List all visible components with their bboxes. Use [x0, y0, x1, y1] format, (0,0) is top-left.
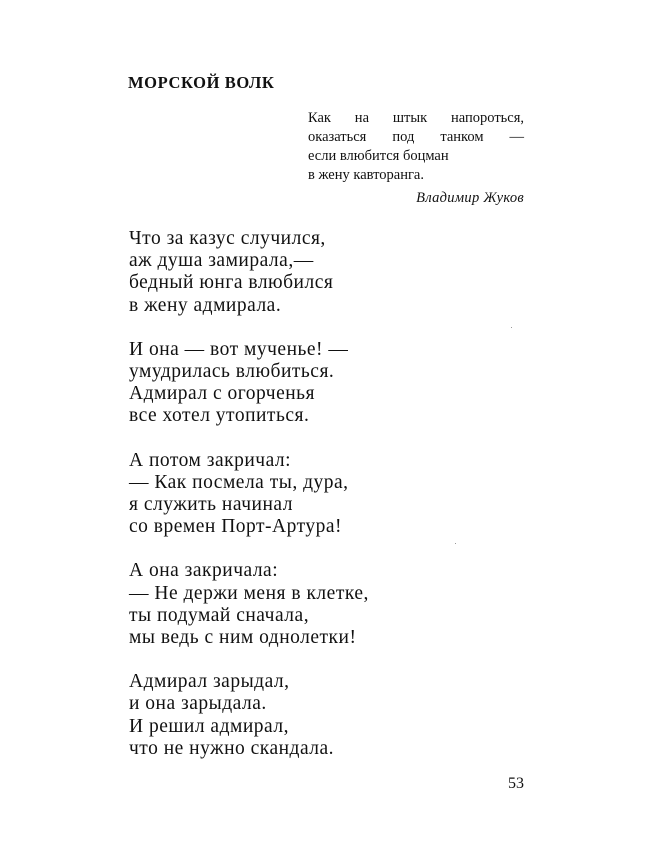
poem-line: А потом закричал:: [129, 449, 292, 471]
epigraph-line: если влюбится боцман: [308, 148, 449, 164]
paper-speck: [511, 327, 512, 328]
stanza: [129, 450, 369, 539]
poem-line: Что за казус случился,: [129, 228, 326, 249]
poem-line: аж душа замирала,—: [129, 250, 314, 272]
poem-line: И она — вот мученье! —: [129, 338, 349, 360]
epigraph-line: Как на штык напороться,: [308, 110, 524, 126]
poem-line: я служить начинал: [129, 494, 293, 516]
poem-line: — Как посмела ты, дура,: [129, 471, 349, 493]
poem-line: мы ведь с ним однолетки!: [129, 627, 357, 649]
poem-line: — Не держи меня в клетке,: [129, 582, 369, 604]
poem-line: умудрилась влюбиться.: [129, 361, 335, 383]
epigraph-line: в жену кавторанга.: [308, 167, 424, 183]
stanza: [129, 560, 369, 649]
poem-line: Адмирал с огорченья: [129, 383, 316, 405]
stanza: [129, 339, 369, 428]
poem-line: И решил адмирал,: [129, 715, 289, 737]
poem-line: и она зарыдала.: [129, 693, 267, 715]
poem-line: бедный юнга влюбился: [129, 272, 334, 294]
epigraph-line: оказаться под танком —: [308, 129, 524, 145]
poem-line: А она закричала:: [129, 560, 279, 582]
epigraph-author: Владимир Жуков: [416, 190, 524, 206]
poem-line: что не нужно скандала.: [129, 737, 335, 759]
page-number: 53: [508, 775, 524, 792]
stanza: [129, 228, 369, 317]
poem-line: Адмирал зарыдал,: [129, 671, 290, 693]
poem-title: МОРСКОЙ ВОЛК: [128, 73, 275, 92]
poem-line: в жену адмирала.: [129, 294, 282, 316]
poem-line: со времен Порт-Артура!: [129, 516, 343, 538]
poem-line: ты подумай сначала,: [129, 604, 310, 626]
poem-body: [129, 228, 369, 782]
epigraph: [308, 109, 524, 185]
stanza: [129, 671, 369, 760]
poem-line: все хотел утопиться.: [129, 405, 310, 427]
paper-speck: [455, 543, 456, 544]
